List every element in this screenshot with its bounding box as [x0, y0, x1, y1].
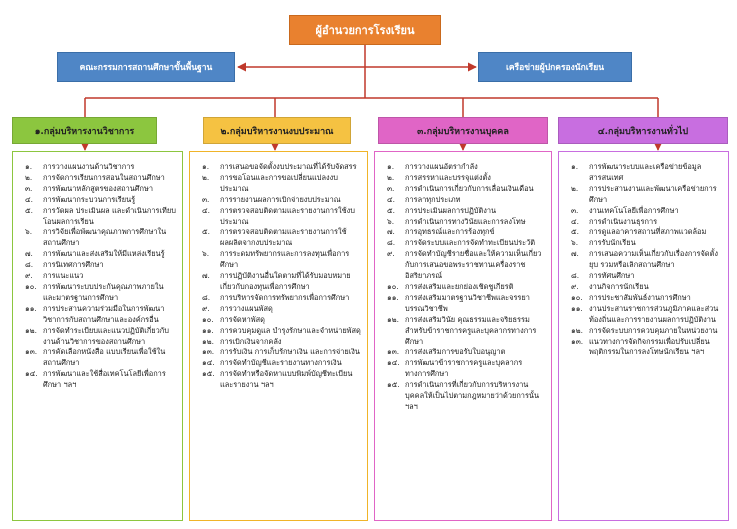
task-text: การวางแผนอัตรากำลัง	[405, 162, 478, 171]
task-text: การลาทุกประเภท	[405, 194, 461, 204]
task-number: ๑๑.	[25, 303, 37, 313]
task-text: แนวทางการจัดกิจกรรมเพื่อปรับเปลี่ยนพฤติกรรมในการลงโทษนักเรียน ฯลฯ	[589, 336, 710, 357]
task-number: ๙.	[202, 303, 210, 313]
task-item	[196, 173, 361, 195]
task-text: การสรรหาและบรรจุแต่งตั้ง	[405, 172, 491, 182]
task-number: ๑๓.	[387, 347, 400, 357]
task-item	[19, 282, 176, 304]
task-text: การทัศนศึกษา	[589, 271, 635, 281]
task-number: ๗.	[202, 271, 210, 281]
task-item	[19, 326, 176, 348]
task-number: ๔.	[387, 194, 395, 204]
task-text: การวิจัยเพื่อพัฒนาคุณภาพการศึกษาในสถานศึกษา	[43, 227, 167, 248]
task-number: ๑๓.	[202, 347, 215, 357]
task-item	[196, 293, 361, 304]
task-number: ๘.	[387, 238, 396, 248]
task-number: ๓.	[202, 194, 210, 204]
task-number: ๘.	[571, 271, 580, 281]
task-item	[381, 358, 545, 380]
task-item	[381, 184, 545, 195]
group-head-personnel	[378, 117, 548, 144]
task-item	[565, 282, 722, 293]
task-text: การดำเนินการทางวินัยและการลงโทษ	[405, 216, 526, 226]
task-text: การพัฒนาและส่งเสริมให้มีแหล่งเรียนรู้	[43, 249, 165, 259]
task-item	[565, 326, 722, 337]
task-item	[196, 358, 361, 369]
task-text: การจัดระบบและการจัดทำทะเบียนประวัติ	[405, 238, 536, 248]
task-number: ๕.	[25, 205, 33, 215]
task-number: ๓.	[387, 183, 395, 193]
task-number: ๗.	[571, 249, 579, 259]
task-number: ๗.	[387, 227, 395, 237]
task-number: ๑๓.	[571, 336, 584, 346]
task-number: ๘.	[202, 292, 211, 302]
group-body-budget	[189, 151, 368, 521]
task-item	[381, 249, 545, 282]
task-text: การตรวจสอบติดตามและรายงานการใช้งบประมาณ	[220, 205, 355, 226]
task-item	[196, 271, 361, 293]
group-head-budget	[203, 117, 351, 144]
task-number: ๕.	[202, 227, 210, 237]
director-box	[289, 15, 441, 45]
task-text: การส่งเสริมและยกย่องเชิดชูเกียรติ	[405, 281, 514, 291]
task-text: การจัดการเรียนการสอนในสถานศึกษา	[43, 172, 165, 182]
task-item	[565, 162, 722, 184]
task-number: ๔.	[202, 205, 210, 215]
task-number: ๑๕.	[202, 369, 215, 379]
task-text: การวัดผล ประเมินผล และดำเนินการเทียบโอนผลการเรียน	[43, 205, 176, 226]
task-text: การวางแผนพัสดุ	[220, 303, 273, 313]
task-number: ๒.	[25, 172, 33, 182]
task-number: ๖.	[387, 216, 395, 226]
task-item	[19, 271, 176, 282]
task-number: ๑๔.	[25, 369, 38, 379]
task-text: การจัดหาพัสดุ	[220, 314, 265, 324]
task-item	[381, 380, 545, 413]
task-text: การขอโอนและการขอเปลี่ยนแปลงงบประมาณ	[220, 172, 338, 193]
task-text: การพัฒนาหลักสูตรของสถานศึกษา	[43, 183, 153, 193]
task-item	[196, 162, 361, 173]
task-number: ๑.	[571, 162, 579, 171]
task-number: ๑๓.	[25, 347, 38, 357]
task-text: การพัฒนาข้าราชการครูและบุคลากรทางการศึกษา	[405, 358, 523, 379]
task-text: การประเมินผลการปฏิบัติงาน	[405, 205, 497, 215]
task-number: ๔.	[25, 194, 33, 204]
task-item	[565, 293, 722, 304]
task-item	[196, 337, 361, 348]
task-text: การประสานงานและพัฒนาเครือข่ายการศึกษา	[589, 183, 717, 204]
task-text: การรายงานผลการเบิกจ่ายงบประมาณ	[220, 194, 341, 204]
basic-education-committee-label: คณะกรรมการสถานศึกษาขั้นพื้นฐาน	[79, 63, 213, 73]
task-text: การควบคุมดูแล บำรุงรักษาและจำหน่ายพัสดุ	[220, 325, 361, 335]
task-item	[19, 206, 176, 228]
task-text: การเสนอขอจัดตั้งงบประมาณที่ได้รับจัดสรร	[220, 162, 357, 171]
task-number: ๙.	[387, 249, 395, 259]
task-number: ๑๒.	[387, 314, 399, 324]
task-text: การเสนอความเห็นเกี่ยวกับเรื่องการจัดตั้ง ยุบ รวมหรือเลิกสถานศึกษา	[589, 249, 719, 270]
task-number: ๔.	[571, 216, 579, 226]
task-text: การส่งเสริมการขอรับใบอนุญาต	[405, 347, 506, 357]
task-item	[196, 304, 361, 315]
task-text: การจัดระบบการควบคุมภายในหน่วยงาน	[589, 325, 718, 335]
group-head-general	[558, 117, 728, 144]
group-title: ๒.กลุ่มบริหารงานงบประมาณ	[220, 126, 334, 137]
basic-education-committee-box	[57, 52, 235, 82]
task-item	[565, 238, 722, 249]
task-list	[565, 162, 722, 358]
task-number: ๘.	[25, 260, 34, 270]
task-number: ๕.	[387, 205, 395, 215]
task-item	[19, 347, 176, 369]
group-head-academic	[12, 117, 157, 144]
task-text: การจัดทำบัญชีและรายงานทางการเงิน	[220, 358, 342, 368]
task-number: ๖.	[202, 249, 210, 259]
task-item	[196, 206, 361, 228]
task-number: ๑๐.	[571, 292, 583, 302]
task-item	[196, 369, 361, 391]
task-text: การดำเนินการที่เกี่ยวกับการบริหารงานบุคคลให้เป็นไปตามกฎหมายว่าด้วยการนั้น ฯลฯ	[405, 380, 540, 411]
task-text: การดำเนินงานธุรการ	[589, 216, 658, 226]
task-number: ๓.	[571, 205, 579, 215]
task-number: ๑๒.	[202, 336, 214, 346]
task-item	[565, 206, 722, 217]
task-item	[196, 195, 361, 206]
task-item	[381, 315, 545, 348]
director-title: ผู้อำนวยการโรงเรียน	[315, 24, 415, 37]
task-item	[19, 227, 176, 249]
task-text: การส่งเสริมวินัย คุณธรรมและจริยธรรมสำหรับข้าราชการครูและบุคลากรทางการศึกษา	[405, 314, 537, 346]
task-text: การรับนักเรียน	[589, 238, 636, 248]
task-item	[565, 337, 722, 359]
task-number: ๙.	[571, 281, 579, 291]
group-title: ๑.กลุ่มบริหารงานวิชาการ	[34, 126, 135, 137]
task-number: ๑๔.	[387, 358, 400, 368]
task-item	[565, 217, 722, 228]
task-number: ๖.	[571, 238, 579, 248]
task-number: ๑๐.	[387, 281, 399, 291]
task-item	[19, 184, 176, 195]
task-item	[565, 227, 722, 238]
task-text: การแนะแนว	[43, 271, 84, 281]
task-text: การพัฒนาระบบและเครือข่ายข้อมูลสารสนเทศ	[589, 162, 702, 182]
task-number: ๑๑.	[387, 292, 399, 302]
task-text: การรับเงิน การเก็บรักษาเงิน และการจ่ายเงิน	[220, 347, 360, 357]
task-number: ๑๒.	[25, 325, 37, 335]
parent-network-label: เครือข่ายผู้ปกครองนักเรียน	[505, 63, 605, 73]
task-text: การพัฒนาระบบประกันคุณภาพภายในและมาตรฐานการศึกษา	[43, 281, 164, 302]
task-text: การจัดทำระเบียบและแนวปฏิบัติเกี่ยวกับงานด้านวิชาการของสถานศึกษา	[43, 325, 169, 346]
task-number: ๓.	[25, 183, 33, 193]
task-text: การนิเทศการศึกษา	[43, 260, 104, 270]
task-item	[19, 260, 176, 271]
task-text: การเบิกเงินจากคลัง	[220, 336, 282, 346]
task-item	[19, 304, 176, 326]
task-text: การระดมทรัพยากรและการลงทุนเพื่อการศึกษา	[220, 249, 350, 270]
task-number: ๒.	[571, 183, 579, 193]
task-text: การอุทธรณ์และการร้องทุกข์	[405, 227, 495, 237]
group-title: ๓.กลุ่มบริหารงานบุคคล	[417, 126, 509, 137]
task-item	[19, 162, 176, 173]
task-item	[196, 326, 361, 337]
task-item	[381, 206, 545, 217]
task-item	[565, 184, 722, 206]
task-item	[565, 249, 722, 271]
task-number: ๖.	[25, 227, 33, 237]
task-list	[381, 162, 545, 413]
task-text: งานเทคโนโลยีเพื่อการศึกษา	[589, 205, 679, 215]
task-item	[19, 249, 176, 260]
task-item	[381, 347, 545, 358]
task-text: การจัดทำบัญชีรายชื่อและให้ความเห็นเกี่ยวกับการเสนอขอพระราชทานเครื่องราชอิสริยาภรณ์	[405, 249, 542, 281]
task-text: การประชาสัมพันธ์งานการศึกษา	[589, 292, 691, 302]
task-text: การส่งเสริมมาตรฐานวิชาชีพและจรรยาบรรณวิชาชีพ	[405, 292, 530, 313]
task-item	[196, 315, 361, 326]
task-number: ๑๒.	[571, 325, 583, 335]
task-item	[196, 249, 361, 271]
task-text: การพัฒนากระบวนการเรียนรู้	[43, 194, 136, 204]
task-item	[381, 227, 545, 238]
task-item	[381, 293, 545, 315]
task-item	[381, 282, 545, 293]
task-text: การตรวจสอบติดตามและรายงานการใช้ผลผลิตจากงบประมาณ	[220, 227, 347, 248]
task-number: ๑.	[202, 162, 210, 171]
task-number: ๑๐.	[25, 281, 37, 291]
task-text: การบริหารจัดการทรัพยากรเพื่อการศึกษา	[220, 292, 350, 302]
task-number: ๒.	[202, 172, 210, 182]
task-item	[381, 173, 545, 184]
task-number: ๗.	[25, 249, 33, 259]
task-number: ๙.	[25, 271, 33, 281]
task-item	[19, 195, 176, 206]
task-item	[196, 347, 361, 358]
task-text: การคัดเลือกหนังสือ แบบเรียนเพื่อใช้ในสถานศึกษา	[43, 347, 166, 368]
task-list	[19, 162, 176, 391]
task-text: งานประสานราชการส่วนภูมิภาคและส่วนท้องถิ่นและการรายงานผลการปฏิบัติงาน	[589, 303, 719, 324]
group-body-general	[558, 151, 729, 521]
task-text: การดำเนินการเกี่ยวกับการเลื่อนเงินเดือน	[405, 183, 534, 193]
task-item	[565, 304, 722, 326]
task-item	[381, 195, 545, 206]
task-item	[19, 369, 176, 391]
task-item	[381, 217, 545, 228]
task-item	[565, 271, 722, 282]
task-item	[196, 227, 361, 249]
task-number: ๑.	[25, 162, 33, 171]
task-number: ๑๕.	[387, 380, 400, 390]
task-number: ๑๑.	[571, 303, 583, 313]
task-number: ๑๐.	[202, 314, 214, 324]
task-text: การจัดทำหรือจัดหาแบบพิมพ์บัญชีทะเบียน และรายงาน ฯลฯ	[220, 369, 353, 390]
task-text: การพัฒนาและใช้สื่อเทคโนโลยีเพื่อการศึกษา ฯลฯ	[43, 369, 166, 390]
task-list	[196, 162, 361, 391]
parent-network-box	[478, 52, 632, 82]
task-item	[19, 173, 176, 184]
task-item	[381, 238, 545, 249]
group-title: ๔.กลุ่มบริหารงานทั่วไป	[597, 126, 689, 137]
task-number: ๒.	[387, 172, 395, 182]
task-text: งานกิจการนักเรียน	[589, 281, 649, 291]
task-number: ๑๑.	[202, 325, 214, 335]
task-number: ๑.	[387, 162, 395, 171]
task-number: ๑๔.	[202, 358, 215, 368]
task-text: การดูแลอาคารสถานที่สภาพแวดล้อม	[589, 227, 707, 237]
group-body-personnel	[374, 151, 552, 521]
task-text: การปฏิบัติงานอื่นใดตามที่ได้รับมอบหมายเกี่ยวกับกองทุนเพื่อการศึกษา	[220, 271, 351, 291]
task-text: การวางแผนงานด้านวิชาการ	[43, 162, 135, 171]
task-text: การประสานความร่วมมือในการพัฒนาวิชาการกับสถานศึกษาและองค์กรอื่น	[43, 303, 165, 324]
group-body-academic	[12, 151, 183, 521]
task-item	[381, 162, 545, 173]
task-number: ๕.	[571, 227, 579, 237]
